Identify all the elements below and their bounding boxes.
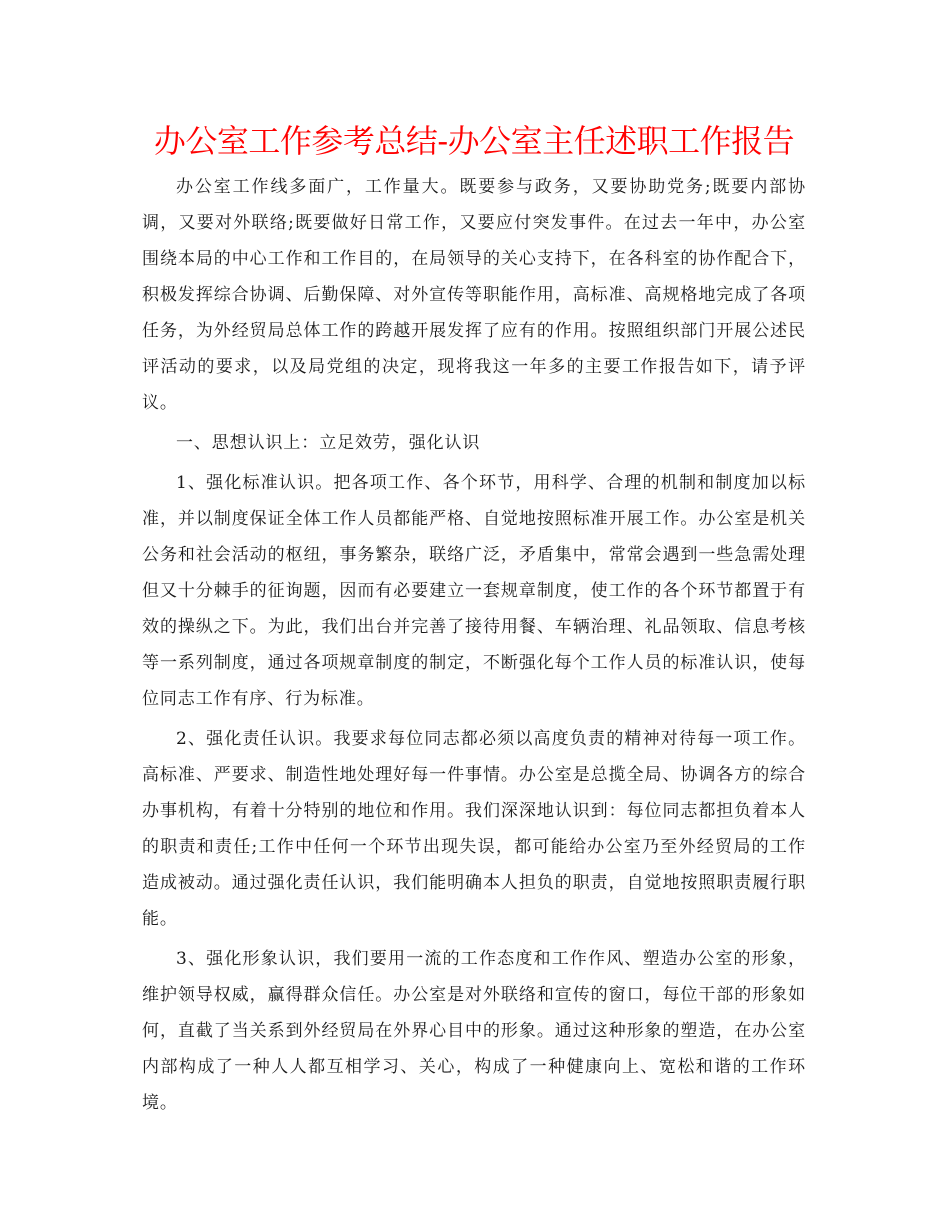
paragraph-item-2: 2、强化责任认识。我要求每位同志都必须以高度负责的精神对待每一项工作。高标准、严要求、制造性地处理好每一件事情。办公室是总揽全局、协调各方的综合办事机构，有着十分特别的地位和作用。我们深深地认识到：每位同志都担负着本人的职责和责任;工作中任何一个环节出现失误，都可能给办公室乃至外经贸局的工作造成被动。通过强化责任认识，我们能明确本人担负的职责，自觉地按照职责履行职能。	[142, 729, 806, 929]
section-heading-1: 一、思想认识上：立足效劳，强化认识	[176, 433, 481, 453]
document-title: 办公室工作参考总结-办公室主任述职工作报告	[153, 122, 795, 160]
paragraph-item-3: 3、强化形象认识，我们要用一流的工作态度和工作作风、塑造办公室的形象，维护领导权威，赢得群众信任。办公室是对外联络和宣传的窗口，每位干部的形象如何，直截了当关系到外经贸局在外界心目中的形象。通过这种形象的塑造，在办公室内部构成了一种人人都互相学习、关心，构成了一种健康向上、宽松和谐的工作环境。	[142, 949, 806, 1113]
document-page	[142, 118, 806, 1121]
paragraph-intro: 办公室工作线多面广，工作量大。既要参与政务，又要协助党务;既要内部协调，又要对外联络;既要做好日常工作，又要应付突发事件。在过去一年中，办公室围绕本局的中心工作和工作目的，在局领导的关心支持下，在各科室的协作配合下，积极发挥综合协调、后勤保障、对外宣传等职能作用，高标准、高规格地完成了各项任务，为外经贸局总体工作的跨越开展发挥了应有的作用。按照组织部门开展公述民评活动的要求，以及局党组的决定，现将我这一年多的主要工作报告如下，请予评议。	[142, 177, 806, 413]
paragraph-item-1: 1、强化标准认识。把各项工作、各个环节，用科学、合理的机制和制度加以标准，并以制度保证全体工作人员都能严格、自觉地按照标准开展工作。办公室是机关公务和社会活动的枢纽，事务繁杂，联络广泛，矛盾集中，常常会遇到一些急需处理但又十分棘手的征询题，因而有必要建立一套规章制度，使工作的各个环节都置于有效的操纵之下。为此，我们出台并完善了接待用餐、车辆治理、礼品领取、信息考核等一系列制度，通过各项规章制度的制定，不断强化每个工作人员的标准认识，使每位同志工作有序、行为标准。	[142, 473, 806, 709]
